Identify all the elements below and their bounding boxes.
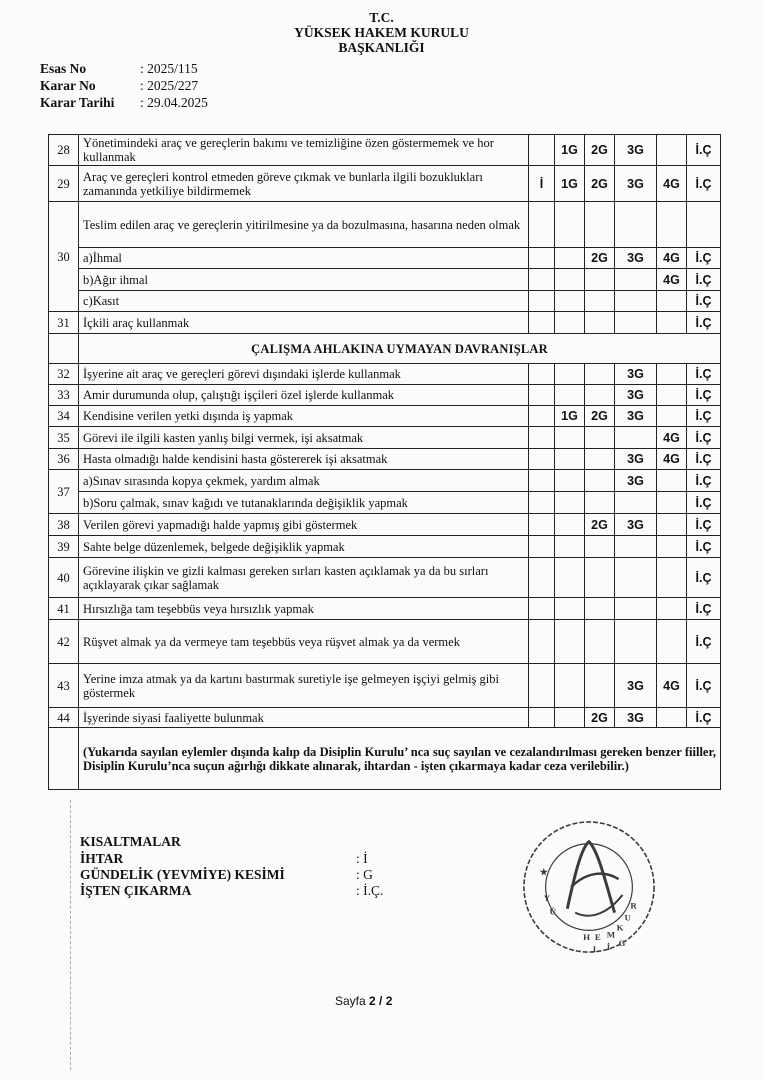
scan-margin-line <box>70 800 71 1070</box>
row-number: 33 <box>49 385 79 406</box>
row-number: 35 <box>49 427 79 449</box>
penalty-dismissal: İ.Ç <box>687 492 721 514</box>
penalty-4g <box>657 536 687 558</box>
meta-value: : 29.04.2025 <box>140 95 208 110</box>
row-number: 29 <box>49 166 79 202</box>
penalty-4g <box>657 406 687 427</box>
penalty-dismissal: İ.Ç <box>687 470 721 492</box>
penalty-3g: 3G <box>615 708 657 728</box>
table-row <box>49 470 721 492</box>
penalty-3g <box>615 492 657 514</box>
penalty-2g <box>585 291 615 312</box>
row-description: İşyerine ait araç ve gereçleri görevi dışındaki işlerde kullanmak <box>79 364 529 385</box>
penalty-ihtar <box>529 406 555 427</box>
meta-value: : 2025/227 <box>140 78 199 93</box>
penalty-ihtar <box>529 135 555 166</box>
table-row <box>49 449 721 470</box>
empty-cell <box>657 202 687 248</box>
meta-label: Karar Tarihi <box>40 95 115 110</box>
penalty-4g: 4G <box>657 166 687 202</box>
penalty-dismissal: İ.Ç <box>687 514 721 536</box>
penalty-4g: 4G <box>657 248 687 269</box>
abbreviations-block <box>80 834 383 899</box>
penalty-ihtar <box>529 364 555 385</box>
page-total: 2 <box>385 994 393 1008</box>
row-description: b)Ağır ihmal <box>79 269 529 291</box>
row-description: Görevi ile ilgili kasten yanlış bilgi vermek, işi aksatmak <box>79 427 529 449</box>
penalty-ihtar <box>529 536 555 558</box>
row-number: 44 <box>49 708 79 728</box>
penalty-1g <box>555 664 585 708</box>
penalty-4g <box>657 558 687 598</box>
table-row <box>49 406 721 427</box>
row-description: İşyerinde siyasi faaliyette bulunmak <box>79 708 529 728</box>
abbreviation-code: : İ.Ç. <box>356 883 384 898</box>
penalty-1g <box>555 536 585 558</box>
row-description: Hasta olmadığı halde kendisini hasta göstererek işi aksatmak <box>79 449 529 470</box>
table-row <box>49 536 721 558</box>
penalty-ihtar: İ <box>529 166 555 202</box>
penalty-3g <box>615 598 657 620</box>
penalty-3g: 3G <box>615 514 657 536</box>
table-row <box>49 248 721 269</box>
penalty-2g: 2G <box>585 406 615 427</box>
penalty-dismissal: İ.Ç <box>687 312 721 334</box>
page-prefix: Sayfa <box>335 994 370 1008</box>
abbreviation-term: GÜNDELİK (YEVMİYE) KESİMİ <box>80 867 285 882</box>
penalty-dismissal: İ.Ç <box>687 427 721 449</box>
page-current: 2 <box>369 994 376 1008</box>
document-header <box>0 10 763 55</box>
penalty-1g <box>555 558 585 598</box>
penalty-dismissal: İ.Ç <box>687 620 721 664</box>
penalty-ihtar <box>529 312 555 334</box>
penalty-4g <box>657 708 687 728</box>
penalty-ihtar <box>529 449 555 470</box>
penalty-2g <box>585 312 615 334</box>
svg-text:İ: İ <box>606 942 611 953</box>
penalty-2g <box>585 598 615 620</box>
table-row <box>49 708 721 728</box>
row-description: Kendisine verilen yetki dışında iş yapmak <box>79 406 529 427</box>
table-row <box>49 664 721 708</box>
row-number: 42 <box>49 620 79 664</box>
penalty-1g <box>555 364 585 385</box>
penalty-3g <box>615 558 657 598</box>
penalty-2g <box>585 536 615 558</box>
svg-text:E: E <box>594 932 601 943</box>
empty-cell <box>615 202 657 248</box>
table-row <box>49 269 721 291</box>
penalty-dismissal: İ.Ç <box>687 406 721 427</box>
row-number: 40 <box>49 558 79 598</box>
row-number: 38 <box>49 514 79 536</box>
penalty-ihtar <box>529 514 555 536</box>
penalty-1g <box>555 449 585 470</box>
penalty-ihtar <box>529 470 555 492</box>
penalty-2g <box>585 620 615 664</box>
svg-text:U: U <box>624 912 631 923</box>
penalty-ihtar <box>529 708 555 728</box>
abbreviation-code: : G <box>356 867 373 882</box>
svg-text:L: L <box>592 944 599 955</box>
section-title: ÇALIŞMA AHLAKINA UYMAYAN DAVRANIŞLAR <box>79 334 721 364</box>
table-row <box>49 202 721 248</box>
penalty-3g <box>615 269 657 291</box>
penalty-1g <box>555 514 585 536</box>
row-description: Rüşvet almak ya da vermeye tam teşebbüs veya rüşvet almak ya da vermek <box>79 620 529 664</box>
penalty-3g: 3G <box>615 248 657 269</box>
row-number: 31 <box>49 312 79 334</box>
penalty-3g <box>615 536 657 558</box>
penalty-2g <box>585 558 615 598</box>
meta-row-esas <box>40 60 208 77</box>
penalty-ihtar <box>529 598 555 620</box>
header-line-institution: YÜKSEK HAKEM KURULU <box>294 25 469 40</box>
penalty-1g <box>555 598 585 620</box>
table-footnote: (Yukarıda sayılan eylemler dışında kalıp da Disiplin Kurulu’ nca suç sayılan ve cezalandırılması gereken benzer fiiller, Disiplin Kurulu’nca suçun ağırlığı dikkate alınarak, ihtardan - işten çıkarmaya kadar ceza verilebilir.) <box>79 728 721 790</box>
row-number: 30 <box>49 202 79 312</box>
row-number: 34 <box>49 406 79 427</box>
penalty-3g <box>615 312 657 334</box>
penalty-3g <box>615 620 657 664</box>
row-description: Teslim edilen araç ve gereçlerin yitirilmesine ya da bozulmasına, hasarına neden olmak <box>79 202 529 248</box>
penalty-3g: 3G <box>615 470 657 492</box>
penalty-2g <box>585 427 615 449</box>
svg-text:K: K <box>616 922 624 933</box>
penalty-3g <box>615 291 657 312</box>
penalty-1g <box>555 248 585 269</box>
penalty-1g <box>555 620 585 664</box>
official-seal-icon <box>520 818 658 956</box>
meta-value: : 2025/115 <box>140 61 198 76</box>
penalty-4g: 4G <box>657 427 687 449</box>
penalty-3g: 3G <box>615 664 657 708</box>
penalty-2g <box>585 385 615 406</box>
penalty-dismissal: İ.Ç <box>687 166 721 202</box>
penalty-dismissal: İ.Ç <box>687 385 721 406</box>
row-description: Amir durumunda olup, çalıştığı işçileri özel işlerde kullanmak <box>79 385 529 406</box>
penalty-3g <box>615 427 657 449</box>
penalty-4g <box>657 598 687 620</box>
row-number: 43 <box>49 664 79 708</box>
penalty-dismissal: İ.Ç <box>687 558 721 598</box>
case-metadata <box>40 60 208 111</box>
empty-cell <box>585 202 615 248</box>
penalty-1g <box>555 385 585 406</box>
meta-row-karar <box>40 77 208 94</box>
header-line-tc: T.C. <box>369 10 394 25</box>
penalty-4g <box>657 620 687 664</box>
row-description: Yönetimindeki araç ve gereçlerin bakımı ve temizliğine özen göstermemek ve hor kullanmak <box>79 135 529 166</box>
discipline-penalty-table <box>48 134 721 790</box>
penalty-3g: 3G <box>615 166 657 202</box>
penalty-dismissal: İ.Ç <box>687 598 721 620</box>
row-number: 32 <box>49 364 79 385</box>
penalty-ihtar <box>529 385 555 406</box>
penalty-ihtar <box>529 269 555 291</box>
penalty-dismissal: İ.Ç <box>687 664 721 708</box>
table-row <box>49 620 721 664</box>
table-row <box>49 427 721 449</box>
empty-cell <box>529 202 555 248</box>
row-description: Hırsızlığa tam teşebbüs veya hırsızlık yapmak <box>79 598 529 620</box>
penalty-1g <box>555 492 585 514</box>
penalty-3g: 3G <box>615 385 657 406</box>
abbreviation-term: İHTAR <box>80 851 124 866</box>
svg-text:G: G <box>618 938 626 949</box>
penalty-2g <box>585 492 615 514</box>
meta-row-tarih <box>40 94 208 111</box>
table-row <box>49 492 721 514</box>
penalty-4g: 4G <box>657 664 687 708</box>
table-row <box>49 364 721 385</box>
penalty-2g: 2G <box>585 708 615 728</box>
penalty-4g <box>657 385 687 406</box>
table-row <box>49 135 721 166</box>
penalty-4g <box>657 470 687 492</box>
penalty-2g <box>585 470 615 492</box>
svg-text:Y: Y <box>543 892 551 903</box>
penalty-2g: 2G <box>585 135 615 166</box>
header-line-presidency: BAŞKANLIĞI <box>338 40 425 55</box>
row-description: Araç ve gereçleri kontrol etmeden göreve çıkmak ve bunlarla ilgili bozuklukları zamanında yetkiliye bildirmemek <box>79 166 529 202</box>
penalty-ihtar <box>529 664 555 708</box>
abbreviation-row <box>80 851 383 867</box>
row-description: Yerine imza atmak ya da kartını bastırmak suretiyle işe gelmeyen işçiyi gelmiş gibi göstermek <box>79 664 529 708</box>
penalty-2g: 2G <box>585 248 615 269</box>
row-description: Görevine ilişkin ve gizli kalması gereken sırları kasten açıklamak ya da bu sırları açıklayarak çıkar sağlamak <box>79 558 529 598</box>
penalty-ihtar <box>529 291 555 312</box>
penalty-ihtar <box>529 492 555 514</box>
section-header-row <box>49 334 721 364</box>
penalty-2g: 2G <box>585 514 615 536</box>
penalty-1g <box>555 312 585 334</box>
footnote-row <box>49 728 721 790</box>
table-row <box>49 598 721 620</box>
abbreviation-row <box>80 867 383 883</box>
row-description: b)Soru çalmak, sınav kağıdı ve tutanaklarında değişiklik yapmak <box>79 492 529 514</box>
penalty-2g <box>585 664 615 708</box>
penalty-ihtar <box>529 427 555 449</box>
penalty-4g <box>657 312 687 334</box>
penalty-4g <box>657 291 687 312</box>
penalty-4g <box>657 514 687 536</box>
penalty-2g <box>585 269 615 291</box>
penalty-3g: 3G <box>615 449 657 470</box>
abbreviation-term: İŞTEN ÇIKARMA <box>80 883 192 898</box>
penalty-ihtar <box>529 620 555 664</box>
page-separator: / <box>375 994 386 1008</box>
empty-cell <box>49 334 79 364</box>
penalty-2g: 2G <box>585 166 615 202</box>
penalty-dismissal: İ.Ç <box>687 449 721 470</box>
row-number: 28 <box>49 135 79 166</box>
table-row <box>49 166 721 202</box>
svg-text:R: R <box>630 900 637 911</box>
row-description: a)İhmal <box>79 248 529 269</box>
penalty-4g <box>657 492 687 514</box>
penalty-3g: 3G <box>615 406 657 427</box>
penalty-1g: 1G <box>555 406 585 427</box>
row-number: 37 <box>49 470 79 514</box>
penalty-4g: 4G <box>657 269 687 291</box>
penalty-dismissal: İ.Ç <box>687 364 721 385</box>
penalty-2g <box>585 364 615 385</box>
row-number: 39 <box>49 536 79 558</box>
penalty-dismissal: İ.Ç <box>687 135 721 166</box>
svg-text:★: ★ <box>539 867 548 878</box>
abbreviation-code: : İ <box>356 851 368 866</box>
empty-cell <box>555 202 585 248</box>
penalty-1g <box>555 708 585 728</box>
empty-cell <box>49 728 79 790</box>
penalty-ihtar <box>529 248 555 269</box>
penalty-4g <box>657 364 687 385</box>
empty-cell <box>687 202 721 248</box>
svg-text:H: H <box>583 932 590 943</box>
abbreviation-row <box>80 883 383 899</box>
row-description: Verilen görevi yapmadığı halde yapmış gibi göstermek <box>79 514 529 536</box>
penalty-4g <box>657 135 687 166</box>
svg-text:M: M <box>606 929 616 940</box>
row-description: İçkili araç kullanmak <box>79 312 529 334</box>
penalty-1g <box>555 427 585 449</box>
meta-label: Esas No <box>40 61 87 76</box>
penalty-3g: 3G <box>615 135 657 166</box>
penalty-1g <box>555 291 585 312</box>
penalty-dismissal: İ.Ç <box>687 708 721 728</box>
penalty-3g: 3G <box>615 364 657 385</box>
row-number: 41 <box>49 598 79 620</box>
svg-text:Ü: Ü <box>549 906 556 917</box>
penalty-1g: 1G <box>555 135 585 166</box>
table-row <box>49 291 721 312</box>
table-row <box>49 385 721 406</box>
page-number <box>335 994 392 1008</box>
penalty-1g: 1G <box>555 166 585 202</box>
abbreviations-title: KISALTMALAR <box>80 834 181 849</box>
penalty-4g: 4G <box>657 449 687 470</box>
penalty-ihtar <box>529 558 555 598</box>
penalty-2g <box>585 449 615 470</box>
row-description: Sahte belge düzenlemek, belgede değişiklik yapmak <box>79 536 529 558</box>
penalty-dismissal: İ.Ç <box>687 291 721 312</box>
table-row <box>49 558 721 598</box>
meta-label: Karar No <box>40 78 96 93</box>
penalty-1g <box>555 470 585 492</box>
penalty-dismissal: İ.Ç <box>687 269 721 291</box>
penalty-dismissal: İ.Ç <box>687 248 721 269</box>
table-row <box>49 312 721 334</box>
row-description: a)Sınav sırasında kopya çekmek, yardım almak <box>79 470 529 492</box>
row-number: 36 <box>49 449 79 470</box>
penalty-1g <box>555 269 585 291</box>
penalty-dismissal: İ.Ç <box>687 536 721 558</box>
row-description: c)Kasıt <box>79 291 529 312</box>
table-row <box>49 514 721 536</box>
